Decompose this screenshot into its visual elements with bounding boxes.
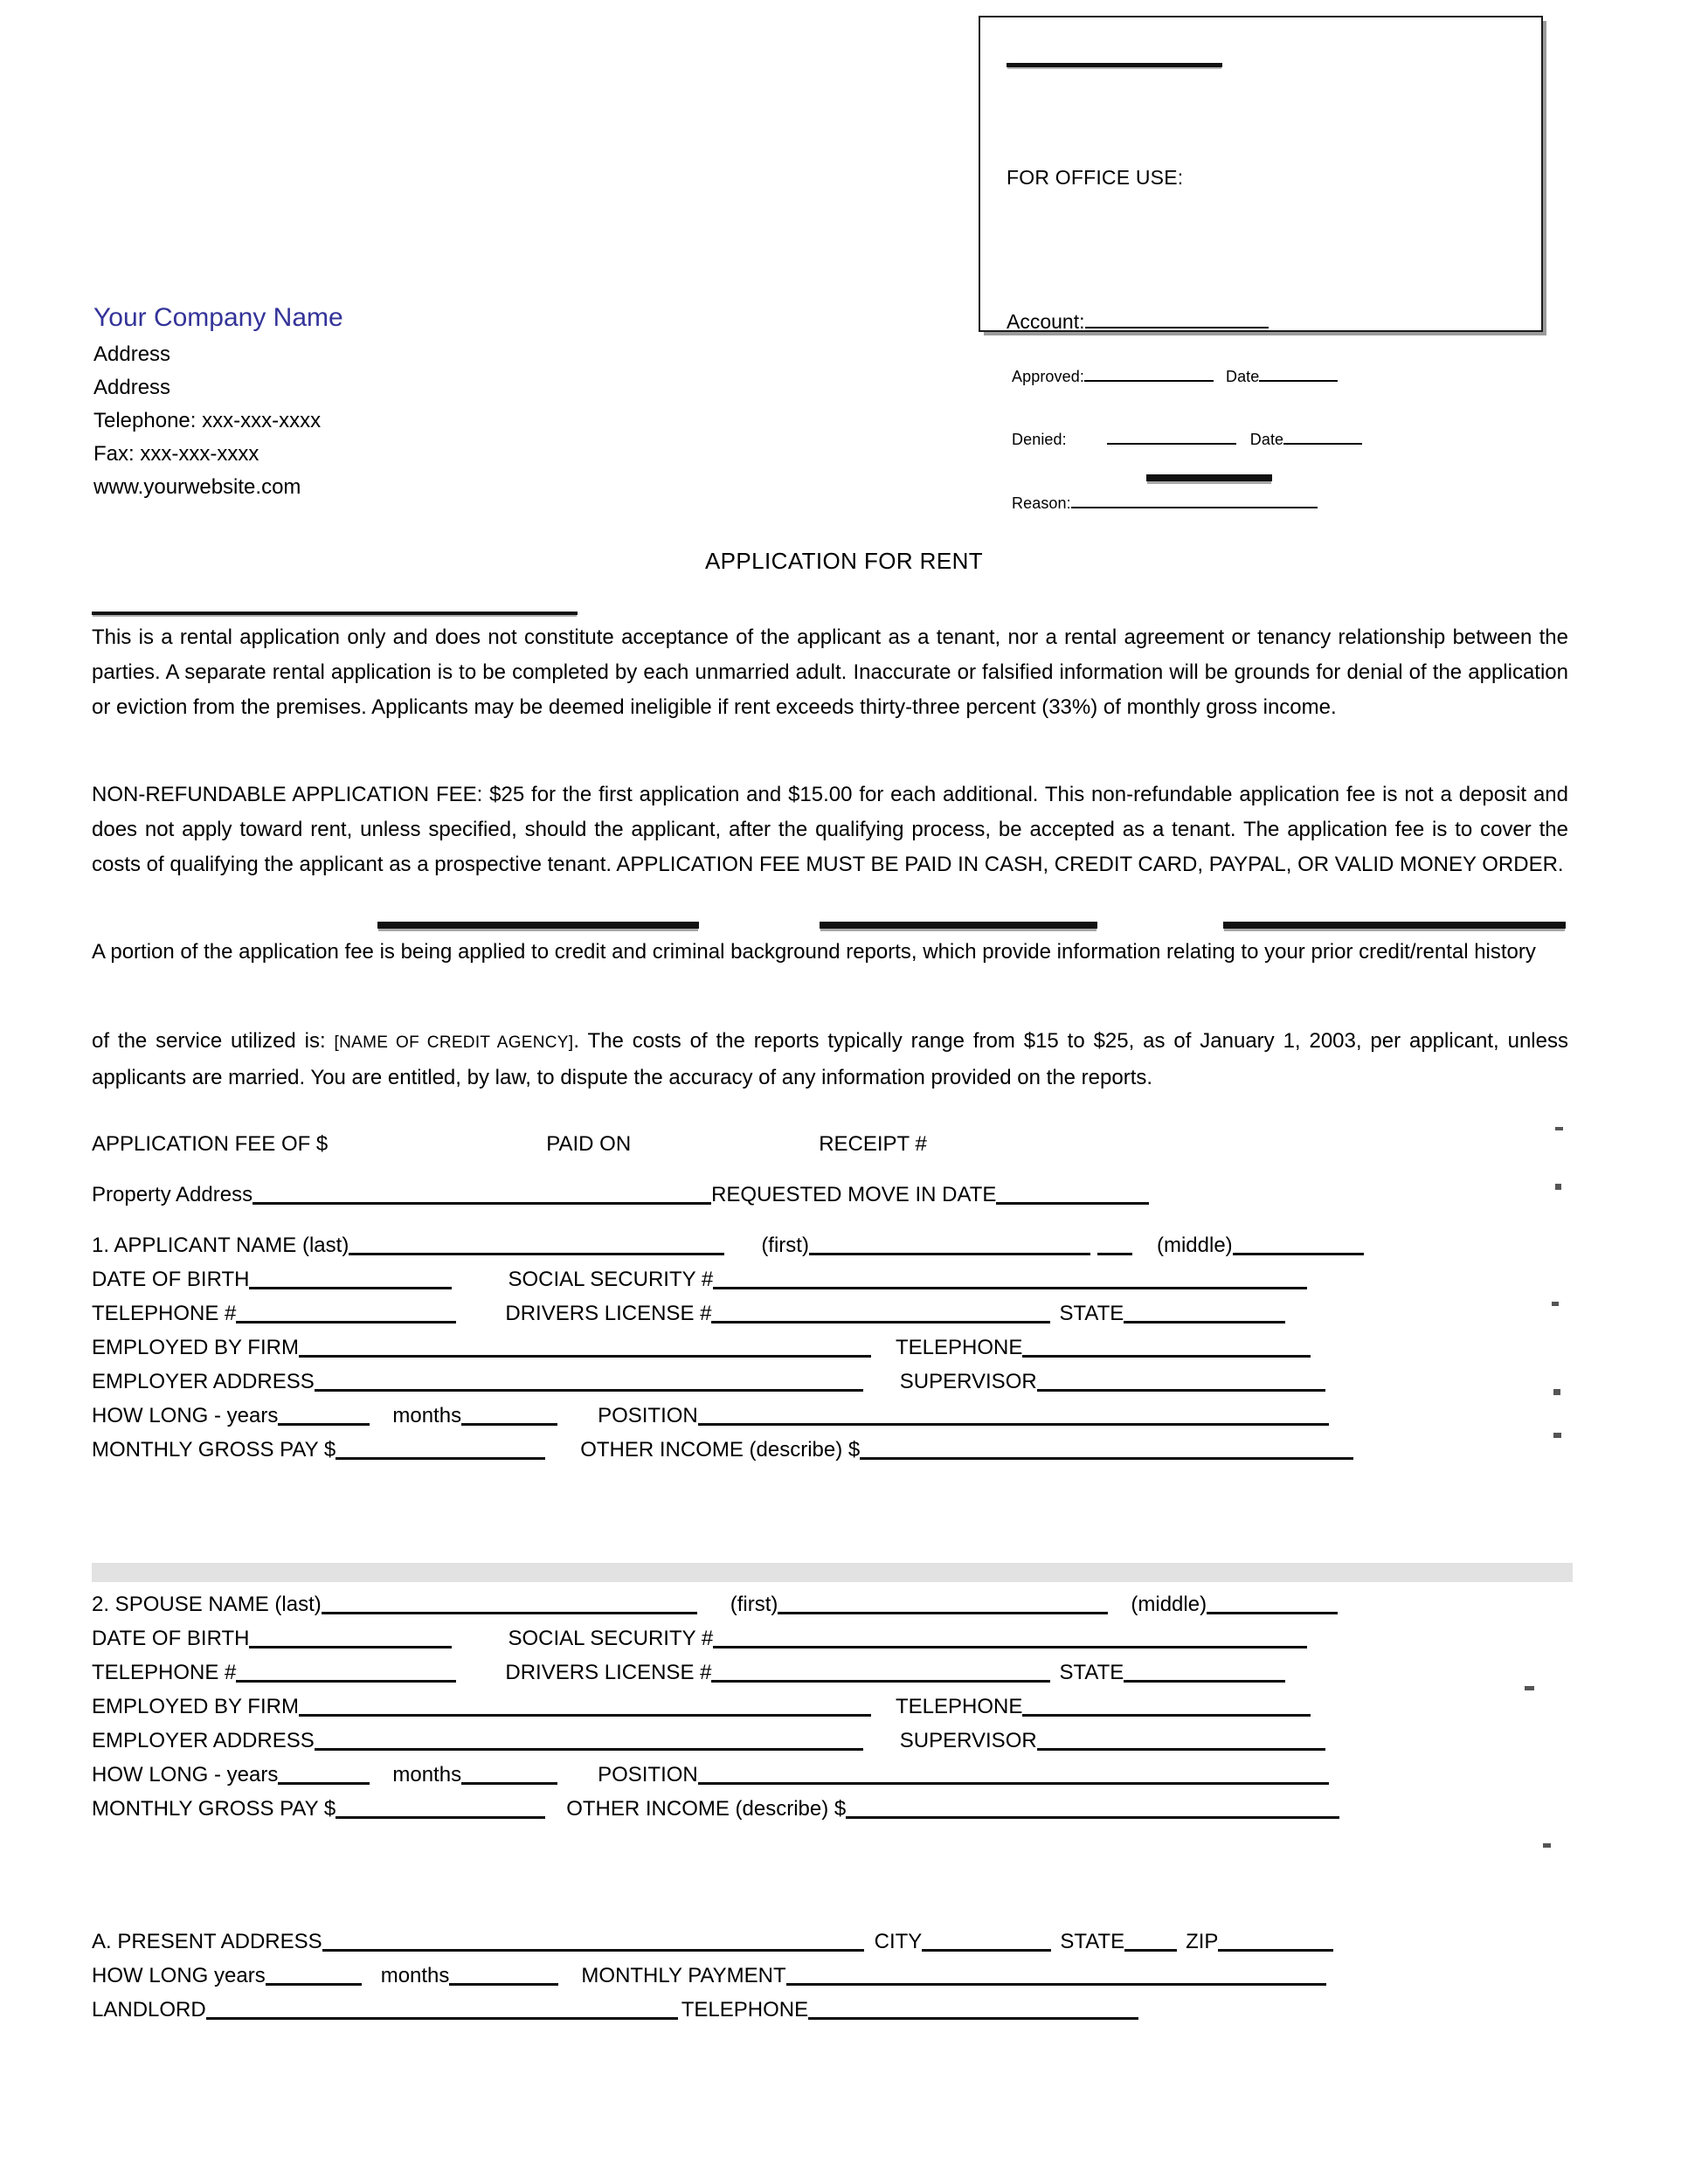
- spouse-telephone-blank[interactable]: [236, 1661, 456, 1683]
- property-address-label: Property Address: [92, 1183, 253, 1206]
- applicant-last-name-blank[interactable]: [349, 1234, 724, 1255]
- bar-artifact-3: [1223, 922, 1566, 929]
- spouse-ssn-blank[interactable]: [713, 1627, 1307, 1648]
- spouse-middle-name-blank[interactable]: [1207, 1593, 1338, 1614]
- present-zip-label: ZIP: [1186, 1930, 1219, 1953]
- applicant-dob-row: [92, 1267, 1595, 1293]
- applicant-first-name-blank[interactable]: [809, 1234, 1090, 1255]
- service-prefix: of the service utilized is:: [92, 1029, 335, 1053]
- present-landlord-row: [92, 1997, 1595, 2023]
- applicant-employer-address-blank[interactable]: [315, 1370, 863, 1392]
- account-field-row: [1007, 310, 1269, 334]
- spouse-employer-row: [92, 1694, 1595, 1720]
- intro-paragraph: This is a rental application only and does not constitute acceptance of the applicant as a tenant, nor a rental agreement or tenancy relationship between the parties. A separate rental application is to be completed by each unmarried adult. Inaccurate or falsified information will be grounds for denial of the application or eviction from the premises. Applicants may be deemed ineligible if rent exceeds thirty-three percent (33%) of monthly gross income.: [92, 625, 1568, 719]
- applicant-name-label: 1. APPLICANT NAME (last): [92, 1234, 349, 1257]
- spouse-months-blank[interactable]: [461, 1763, 557, 1785]
- spouse-dob-label: DATE OF BIRTH: [92, 1627, 250, 1650]
- spouse-employer-address-blank[interactable]: [315, 1729, 863, 1751]
- requested-move-in-label: REQUESTED MOVE IN DATE: [711, 1183, 997, 1206]
- spouse-position-label: POSITION: [598, 1763, 698, 1787]
- margin-speck-7: [1543, 1843, 1551, 1848]
- spouse-telephone-row: [92, 1660, 1595, 1686]
- spouse-state-blank[interactable]: [1124, 1661, 1285, 1683]
- spouse-middle-label: (middle): [1131, 1593, 1207, 1616]
- spouse-position-blank[interactable]: [698, 1763, 1329, 1785]
- applicant-name-row: [92, 1233, 1595, 1259]
- spouse-name-row: [92, 1592, 1595, 1618]
- spouse-ssn-label: SOCIAL SECURITY #: [508, 1627, 714, 1650]
- landlord-telephone-label: TELEPHONE: [681, 1998, 809, 2022]
- company-telephone: Telephone: xxx-xxx-xxxx: [93, 409, 322, 432]
- requested-move-in-blank[interactable]: [996, 1183, 1149, 1205]
- present-address-row: [92, 1929, 1595, 1955]
- spouse-dl-label: DRIVERS LICENSE #: [505, 1661, 712, 1684]
- credit-agency-paragraph: [92, 1024, 1568, 1095]
- spouse-employer-telephone-label: TELEPHONE: [895, 1695, 1023, 1718]
- receipt-label: RECEIPT #: [819, 1132, 927, 1156]
- application-fee-label: APPLICATION FEE OF $: [92, 1132, 329, 1156]
- applicant-monthly-gross-label: MONTHLY GROSS PAY $: [92, 1438, 336, 1462]
- spouse-telephone-label: TELEPHONE #: [92, 1661, 237, 1684]
- spouse-employed-by-blank[interactable]: [299, 1695, 871, 1717]
- spouse-how-long-label: HOW LONG - years: [92, 1763, 279, 1787]
- intro-rule-artifact: [92, 612, 578, 615]
- company-address-1: Address: [93, 342, 171, 366]
- spouse-supervisor-blank[interactable]: [1037, 1729, 1325, 1751]
- applicant-telephone-row: [92, 1301, 1595, 1327]
- applicant-dl-blank[interactable]: [711, 1302, 1050, 1324]
- denied-date-label: Date: [1249, 431, 1284, 448]
- paid-on-label: PAID ON: [546, 1132, 632, 1156]
- applicant-name-extra-blank[interactable]: [1097, 1234, 1132, 1255]
- portion-paragraph: A portion of the application fee is being applied to credit and criminal background reports, which provide information relating to your prior credit/rental history: [92, 940, 1536, 964]
- applicant-employer-row: [92, 1335, 1595, 1361]
- applicant-supervisor-label: SUPERVISOR: [899, 1370, 1037, 1393]
- account-label: Account:: [1007, 310, 1085, 333]
- present-monthly-payment-blank[interactable]: [786, 1964, 1326, 1986]
- denied-row: [1012, 430, 1362, 449]
- service-suffix: . The costs of the reports typically range from $15 to $25, as of January 1, 2003, per applicant, unless applicants are married. You are entitled, by law, to dispute the accuracy of any information provided on the reports.: [92, 1029, 1568, 1089]
- applicant-telephone-blank[interactable]: [236, 1302, 456, 1324]
- spouse-supervisor-label: SUPERVISOR: [899, 1729, 1037, 1752]
- company-fax: Fax: xxx-xxx-xxxx: [93, 442, 259, 466]
- present-zip-blank[interactable]: [1218, 1930, 1333, 1952]
- applicant-ssn-label: SOCIAL SECURITY #: [508, 1268, 714, 1291]
- applicant-monthly-gross-blank[interactable]: [336, 1438, 545, 1460]
- applicant-first-label: (first): [761, 1234, 809, 1257]
- applicant-position-label: POSITION: [598, 1404, 698, 1427]
- applicant-dob-label: DATE OF BIRTH: [92, 1268, 250, 1291]
- spouse-first-name-blank[interactable]: [778, 1593, 1108, 1614]
- present-city-label: CITY: [874, 1930, 923, 1953]
- present-address-label: A. PRESENT ADDRESS: [92, 1930, 322, 1953]
- spouse-dob-blank[interactable]: [249, 1627, 452, 1648]
- present-how-long-row: [92, 1963, 1595, 1989]
- spouse-dob-row: [92, 1626, 1595, 1652]
- present-years-blank[interactable]: [266, 1964, 362, 1986]
- spouse-income-row: [92, 1796, 1595, 1822]
- applicant-other-income-blank[interactable]: [860, 1438, 1353, 1460]
- reason-label: Reason:: [1012, 494, 1071, 512]
- application-fee-paragraph: NON-REFUNDABLE APPLICATION FEE: $25 for the first application and $15.00 for each additional. This non-refundable application fee is not a deposit and does not apply toward rent, unless specified, should the applicant, after the qualifying process, be accepted as a tenant. The application fee is to cover the costs of qualifying the applicant as a prospective tenant. APPLICATION FEE MUST BE PAID IN CASH, CREDIT CARD, PAYPAL, OR VALID MONEY ORDER.: [92, 783, 1568, 876]
- margin-speck-1: [1555, 1127, 1563, 1130]
- spouse-state-label: STATE: [1059, 1661, 1124, 1684]
- approved-date-blank[interactable]: [1259, 367, 1338, 382]
- present-city-blank[interactable]: [922, 1930, 1051, 1952]
- applicant-months-blank[interactable]: [461, 1404, 557, 1426]
- applicant-employed-by-label: EMPLOYED BY FIRM: [92, 1336, 299, 1359]
- page-title: APPLICATION FOR RENT: [704, 548, 984, 574]
- spouse-first-label: (first): [730, 1593, 778, 1616]
- denied-label: Denied:: [1012, 431, 1067, 448]
- applicant-state-blank[interactable]: [1124, 1302, 1285, 1324]
- credit-agency-placeholder: [NAME OF CREDIT AGENCY]: [334, 1033, 574, 1052]
- property-address-blank[interactable]: [253, 1183, 711, 1205]
- approved-date-label: Date: [1225, 368, 1260, 385]
- landlord-telephone-blank[interactable]: [808, 1998, 1138, 2020]
- fee-summary-row: [92, 1131, 1595, 1158]
- company-header: [93, 301, 343, 504]
- applicant-state-label: STATE: [1059, 1302, 1124, 1325]
- spouse-years-blank[interactable]: [278, 1763, 370, 1785]
- approved-blank[interactable]: [1084, 367, 1214, 382]
- applicant-income-row: [92, 1437, 1595, 1463]
- company-name: Your Company Name: [93, 303, 343, 332]
- applicant-telephone-label: TELEPHONE #: [92, 1302, 237, 1325]
- applicant-employer-telephone-label: TELEPHONE: [895, 1336, 1023, 1359]
- applicant-months-label: months: [392, 1404, 462, 1427]
- spouse-employer-address-row: [92, 1728, 1595, 1754]
- for-office-use-label: FOR OFFICE USE:: [1007, 166, 1184, 189]
- spouse-monthly-gross-blank[interactable]: [336, 1797, 545, 1819]
- spouse-employer-address-label: EMPLOYER ADDRESS: [92, 1729, 315, 1752]
- reason-bar-artifact: [1146, 474, 1272, 481]
- present-address-blank[interactable]: [322, 1930, 864, 1952]
- present-months-label: months: [380, 1964, 450, 1987]
- denied-blank[interactable]: [1107, 430, 1236, 445]
- applicant-middle-label: (middle): [1156, 1234, 1233, 1257]
- property-address-row: [92, 1182, 1595, 1208]
- applicant-employer-telephone-blank[interactable]: [1022, 1336, 1311, 1358]
- applicant-employer-address-label: EMPLOYER ADDRESS: [92, 1370, 315, 1393]
- applicant-other-income-label: OTHER INCOME (describe) $: [580, 1438, 861, 1462]
- present-months-blank[interactable]: [449, 1964, 558, 1986]
- present-how-long-label: HOW LONG years: [92, 1964, 266, 1987]
- spouse-monthly-gross-label: MONTHLY GROSS PAY $: [92, 1797, 336, 1821]
- spouse-last-name-blank[interactable]: [322, 1593, 697, 1614]
- company-address-2: Address: [93, 376, 171, 399]
- spouse-name-label: 2. SPOUSE NAME (last): [92, 1593, 322, 1616]
- landlord-blank[interactable]: [206, 1998, 678, 2020]
- spouse-other-income-label: OTHER INCOME (describe) $: [566, 1797, 847, 1821]
- spouse-employed-by-label: EMPLOYED BY FIRM: [92, 1695, 299, 1718]
- reason-blank[interactable]: [1071, 494, 1318, 508]
- spouse-section-band: [92, 1563, 1573, 1582]
- applicant-how-long-label: HOW LONG - years: [92, 1404, 279, 1427]
- applicant-employed-by-blank[interactable]: [299, 1336, 871, 1358]
- spouse-dl-blank[interactable]: [711, 1661, 1050, 1683]
- present-state-blank[interactable]: [1124, 1930, 1177, 1952]
- approved-label: Approved:: [1012, 368, 1084, 385]
- denied-date-blank[interactable]: [1283, 430, 1362, 445]
- applicant-how-long-row: [92, 1403, 1595, 1429]
- reason-row: [1012, 494, 1318, 513]
- margin-speck-6: [1525, 1686, 1534, 1690]
- spouse-months-label: months: [392, 1763, 462, 1787]
- applicant-dob-blank[interactable]: [249, 1268, 452, 1289]
- spouse-other-income-blank[interactable]: [846, 1797, 1339, 1819]
- approved-row: [1012, 367, 1338, 386]
- bar-artifact-2: [820, 922, 1097, 929]
- present-state-label: STATE: [1060, 1930, 1125, 1953]
- spouse-employer-telephone-blank[interactable]: [1022, 1695, 1311, 1717]
- company-website: www.yourwebsite.com: [93, 475, 301, 499]
- present-monthly-payment-label: MONTHLY PAYMENT: [581, 1964, 786, 1987]
- landlord-label: LANDLORD: [92, 1998, 206, 2022]
- bar-artifact-1: [377, 922, 699, 929]
- applicant-years-blank[interactable]: [278, 1404, 370, 1426]
- applicant-middle-name-blank[interactable]: [1233, 1234, 1364, 1255]
- applicant-dl-label: DRIVERS LICENSE #: [505, 1302, 712, 1325]
- spouse-how-long-row: [92, 1762, 1595, 1788]
- applicant-position-blank[interactable]: [698, 1404, 1329, 1426]
- applicant-ssn-blank[interactable]: [713, 1268, 1307, 1289]
- applicant-employer-address-row: [92, 1369, 1595, 1395]
- account-blank[interactable]: [1085, 314, 1269, 328]
- office-box-top-rule: [1007, 63, 1222, 67]
- applicant-supervisor-blank[interactable]: [1037, 1370, 1325, 1392]
